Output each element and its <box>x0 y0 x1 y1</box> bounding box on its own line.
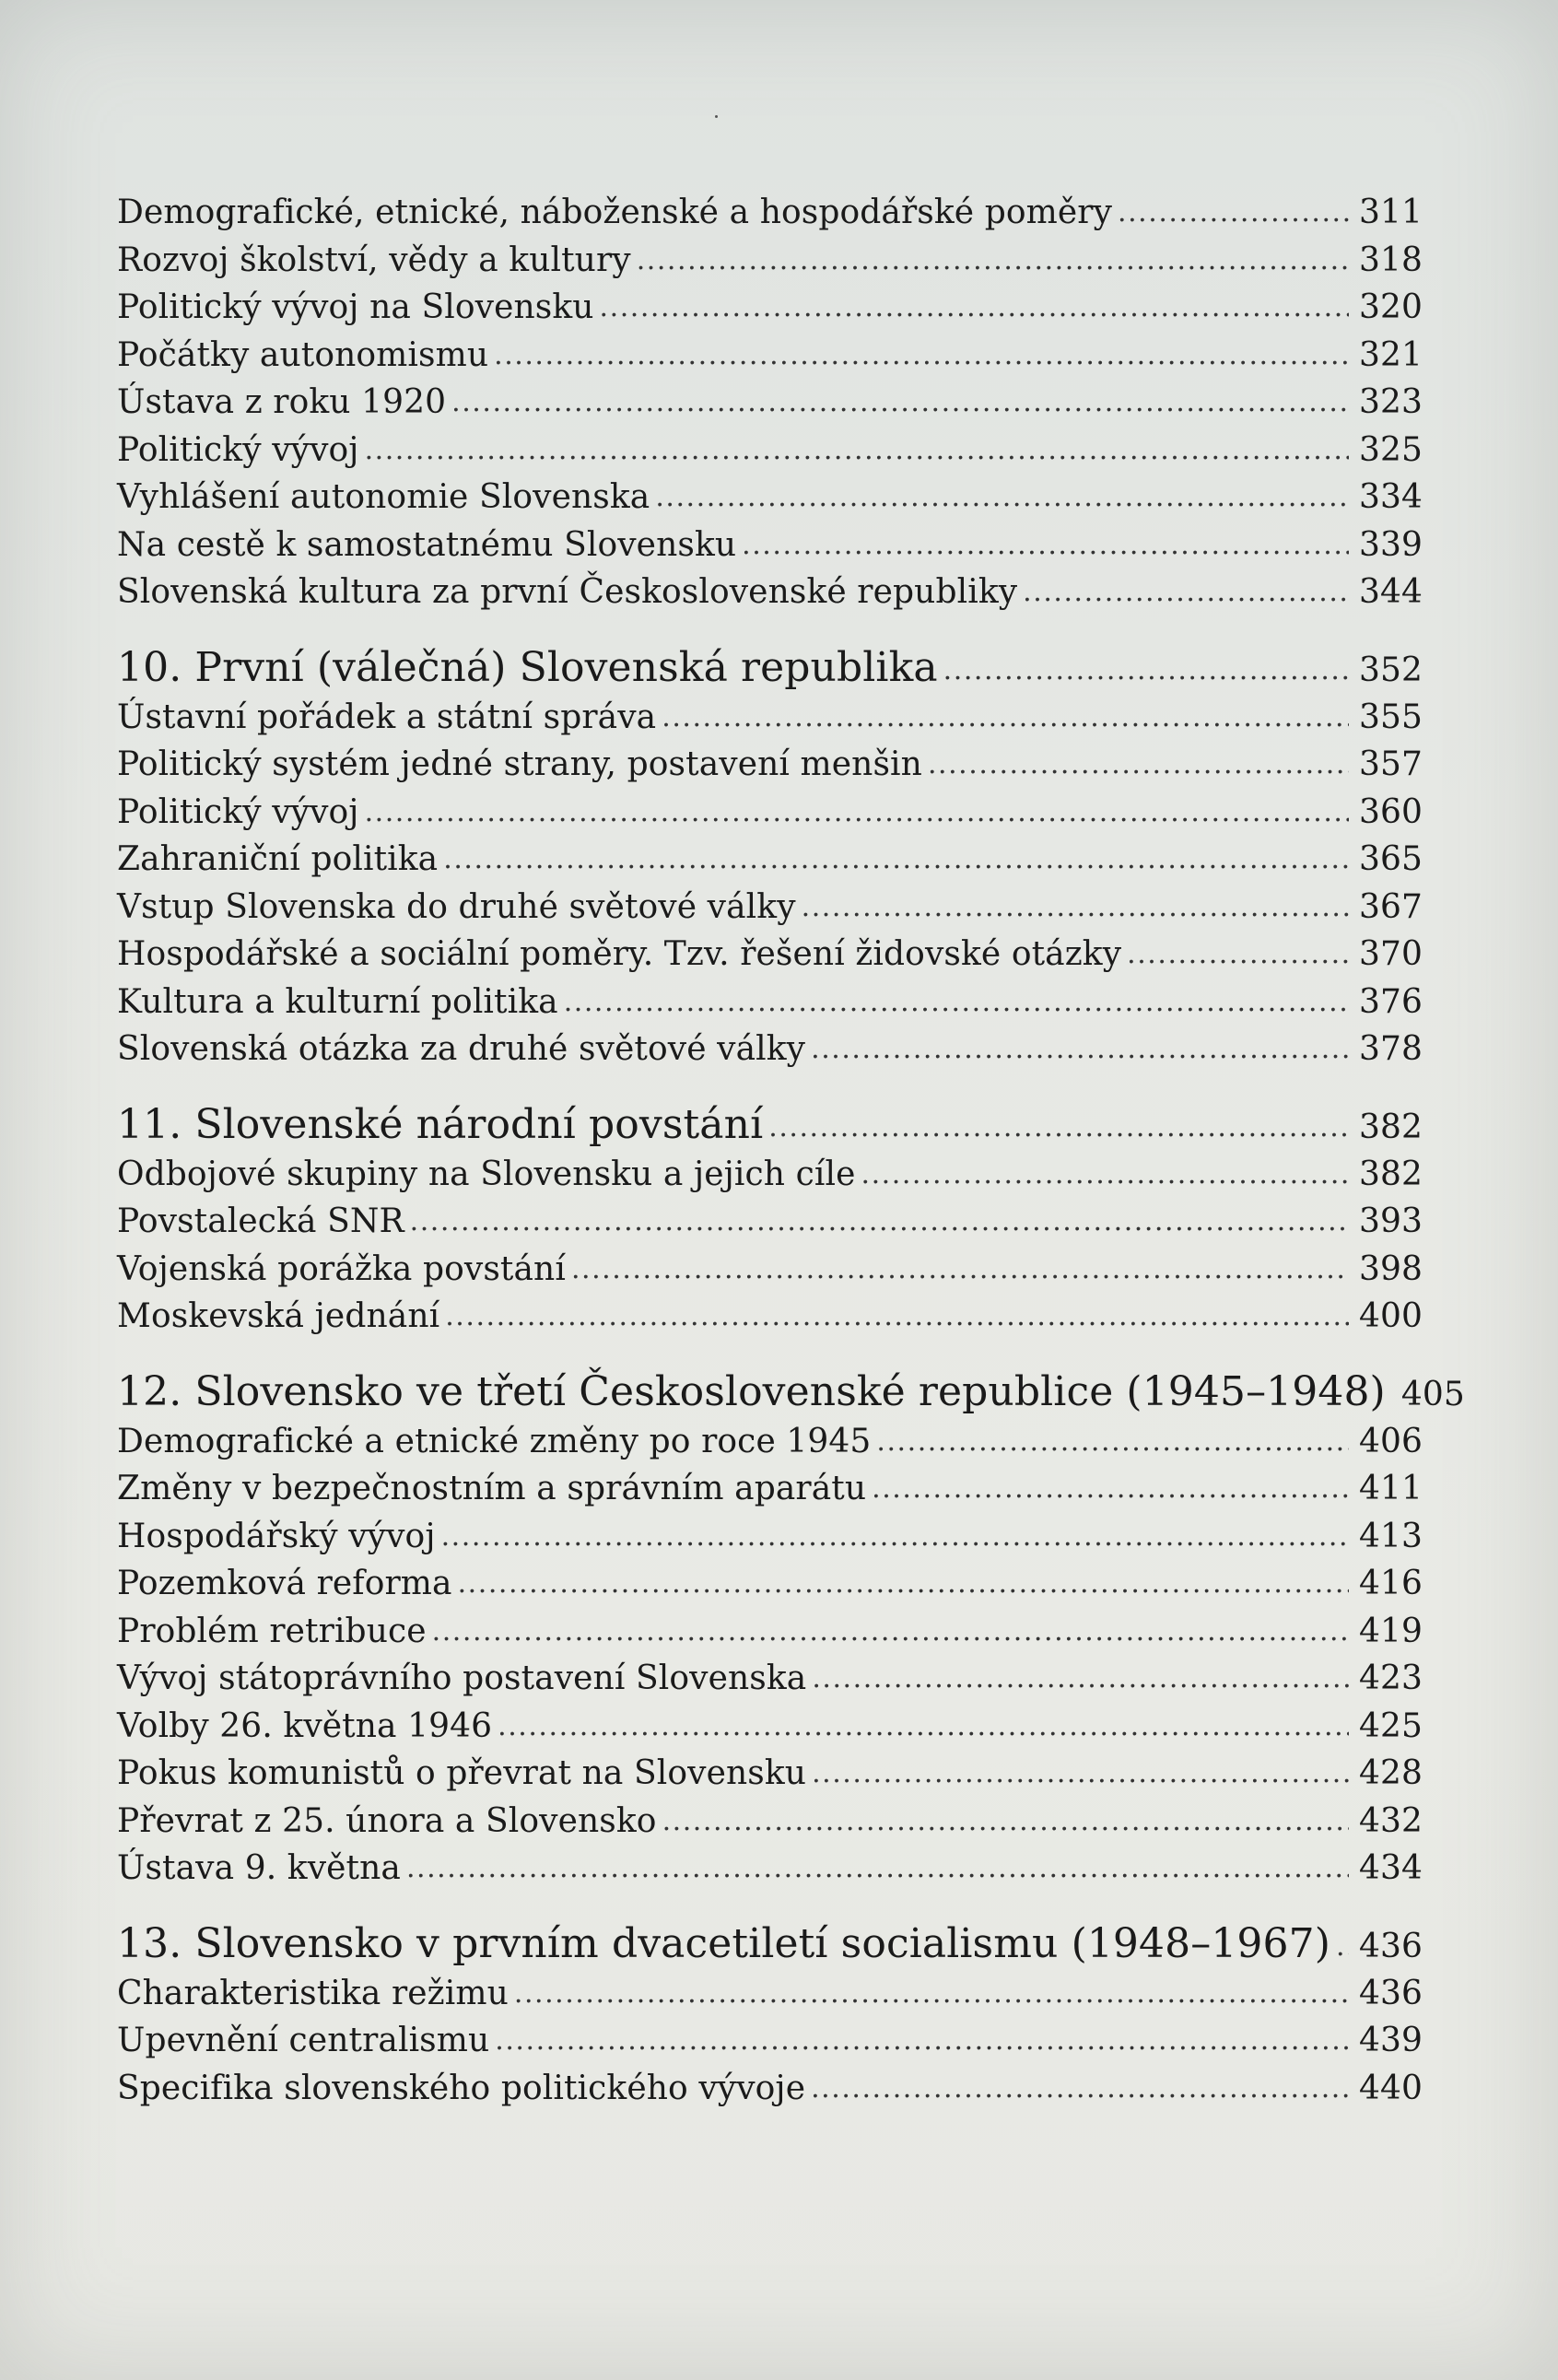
entry-page-number: 334 <box>1358 478 1423 516</box>
dot-leader <box>768 1102 1349 1154</box>
table-of-contents <box>117 189 1465 2112</box>
entry-title: Povstalecká SNR <box>117 1202 404 1240</box>
toc-entry <box>117 1465 1423 1513</box>
entry-title: Pokus komunistů o převrat na Slovensku <box>117 1754 807 1792</box>
entry-page-number: 406 <box>1358 1422 1423 1460</box>
entry-title: Hospodářské a sociální poměry. Tzv. řešení židovské otázky <box>117 935 1122 973</box>
chapter-page-number: 382 <box>1358 1108 1423 1146</box>
dot-leader <box>637 237 1349 285</box>
dot-leader <box>1118 189 1349 237</box>
dot-leader <box>861 1151 1349 1199</box>
entry-page-number: 413 <box>1358 1517 1423 1555</box>
entry-page-number: 425 <box>1358 1706 1423 1745</box>
toc-entry <box>117 1293 1423 1341</box>
toc-chapter-heading <box>117 642 1423 694</box>
toc-entry <box>117 2017 1423 2065</box>
toc-section <box>117 642 1423 1073</box>
entry-page-number: 378 <box>1358 1030 1423 1068</box>
entry-title: Politický vývoj <box>117 430 359 469</box>
entry-title: Rozvoj školství, vědy a kultury <box>117 240 631 279</box>
dot-leader <box>811 2065 1349 2113</box>
toc-entry <box>117 884 1423 932</box>
toc-chapter-heading <box>117 1099 1423 1151</box>
toc-entry <box>117 789 1423 837</box>
chapter-page-number: 436 <box>1358 1927 1423 1965</box>
toc-entry <box>117 379 1423 427</box>
dot-leader <box>451 379 1349 427</box>
entry-title: Zahraniční politika <box>117 840 439 878</box>
entry-title: Odbojové skupiny na Slovensku a jejich cíle <box>117 1155 856 1193</box>
toc-entry <box>117 1418 1423 1466</box>
entry-page-number: 393 <box>1358 1202 1423 1240</box>
entry-page-number: 440 <box>1358 2069 1423 2107</box>
dot-leader <box>445 1293 1349 1341</box>
toc-entry <box>117 1560 1423 1608</box>
toc-entry <box>117 522 1423 569</box>
dot-leader <box>662 1798 1349 1846</box>
chapter-title: 11. Slovenské národní povstání <box>117 1100 764 1148</box>
entry-page-number: 311 <box>1358 193 1423 231</box>
dot-leader <box>876 1418 1349 1466</box>
entry-title: Pozemková reforma <box>117 1565 452 1602</box>
dot-leader <box>365 789 1349 837</box>
entry-page-number: 357 <box>1358 745 1423 783</box>
toc-entry <box>117 2065 1423 2113</box>
dot-leader <box>943 645 1349 697</box>
entry-page-number: 325 <box>1358 430 1423 469</box>
dot-leader <box>494 332 1349 380</box>
dot-leader <box>441 1513 1349 1561</box>
dot-leader <box>410 1198 1349 1246</box>
toc-entry <box>117 1845 1423 1893</box>
dot-leader <box>432 1608 1349 1656</box>
toc-entry <box>117 1608 1423 1656</box>
entry-title: Specifika slovenského politického vývoje <box>117 2069 806 2107</box>
entry-page-number: 321 <box>1358 335 1423 374</box>
entry-title: Vývoj státoprávního postavení Slovenska <box>117 1659 807 1697</box>
dot-leader <box>812 1750 1349 1798</box>
entry-page-number: 411 <box>1358 1470 1423 1507</box>
dot-leader <box>1336 1921 1349 1973</box>
toc-entry <box>117 237 1423 285</box>
dot-leader <box>662 694 1349 742</box>
toc-section <box>117 1918 1423 2113</box>
entry-page-number: 370 <box>1358 935 1423 973</box>
toc-section <box>117 1099 1423 1341</box>
entry-title: Slovenská kultura za první Československé republiky <box>117 573 1018 611</box>
entry-title: Demografické a etnické změny po roce 1945 <box>117 1422 872 1460</box>
entry-title: Hospodářský vývoj <box>117 1517 436 1555</box>
dot-leader <box>564 979 1349 1026</box>
chapter-page-number: 405 <box>1400 1375 1465 1413</box>
entry-title: Ústava z roku 1920 <box>117 383 447 421</box>
entry-title: Počátky autonomismu <box>117 335 489 374</box>
toc-entry <box>117 1513 1423 1561</box>
entry-title: Ústava 9. května <box>117 1849 401 1887</box>
toc-chapter-heading <box>117 1918 1423 1970</box>
entry-page-number: 376 <box>1358 982 1423 1021</box>
toc-entry <box>117 332 1423 380</box>
dot-leader <box>443 836 1349 884</box>
entry-title: Charakteristika režimu <box>117 1974 509 2012</box>
chapter-page-number: 352 <box>1358 651 1423 689</box>
toc-entry <box>117 931 1423 979</box>
entry-page-number: 318 <box>1358 240 1423 279</box>
toc-section <box>117 1366 1465 1893</box>
toc-entry <box>117 741 1423 789</box>
entry-page-number: 416 <box>1358 1565 1423 1602</box>
dot-leader <box>1127 931 1349 979</box>
toc-entry <box>117 474 1423 522</box>
dot-leader <box>600 284 1349 332</box>
entry-page-number: 360 <box>1358 792 1423 831</box>
dot-leader <box>406 1845 1349 1893</box>
dot-leader <box>498 1703 1349 1751</box>
dot-leader <box>458 1560 1349 1608</box>
toc-entry <box>117 1798 1423 1846</box>
chapter-title: 10. První (válečná) Slovenská republika <box>117 643 938 691</box>
entry-title: Ústavní pořádek a státní správa <box>117 698 657 736</box>
entry-page-number: 320 <box>1358 288 1423 326</box>
entry-title: Moskevská jednání <box>117 1297 440 1335</box>
entry-title: Vojenská porážka povstání <box>117 1249 566 1288</box>
toc-entry <box>117 1970 1423 2018</box>
toc-entry <box>117 569 1423 616</box>
page-mark <box>715 115 718 118</box>
entry-page-number: 434 <box>1358 1849 1423 1887</box>
entry-title: Volby 26. května 1946 <box>117 1706 493 1745</box>
entry-page-number: 432 <box>1358 1801 1423 1840</box>
entry-page-number: 400 <box>1358 1297 1423 1335</box>
dot-leader <box>495 2017 1349 2065</box>
dot-leader <box>811 1026 1349 1073</box>
chapter-title: 13. Slovensko v prvním dvacetiletí socialismu (1948–1967) <box>117 1919 1330 1967</box>
entry-page-number: 398 <box>1358 1249 1423 1288</box>
toc-entry <box>117 1750 1423 1798</box>
entry-title: Vyhlášení autonomie Slovenska <box>117 478 650 516</box>
entry-title: Kultura a kulturní politika <box>117 982 558 1021</box>
entry-page-number: 367 <box>1358 887 1423 926</box>
toc-entry <box>117 284 1423 332</box>
entry-page-number: 419 <box>1358 1612 1423 1650</box>
entry-title: Politický vývoj na Slovensku <box>117 288 594 326</box>
entry-page-number: 344 <box>1358 573 1423 611</box>
dot-leader <box>812 1655 1349 1703</box>
dot-leader <box>655 474 1349 522</box>
toc-entry <box>117 1026 1423 1073</box>
toc-entry <box>117 979 1423 1026</box>
toc-entry <box>117 1198 1423 1246</box>
toc-entry <box>117 694 1423 742</box>
entry-page-number: 439 <box>1358 2022 1423 2059</box>
dot-leader <box>802 884 1349 932</box>
entry-page-number: 423 <box>1358 1659 1423 1697</box>
chapter-title: 12. Slovensko ve třetí Československé republice (1945–1948) <box>117 1367 1386 1415</box>
entry-title: Na cestě k samostatnému Slovensku <box>117 525 737 564</box>
entry-title: Demografické, etnické, náboženské a hospodářské poměry <box>117 193 1113 231</box>
dot-leader <box>872 1465 1349 1513</box>
entry-page-number: 365 <box>1358 840 1423 878</box>
toc-entry <box>117 1151 1423 1199</box>
entry-title: Upevnění centralismu <box>117 2022 490 2059</box>
dot-leader <box>742 522 1349 569</box>
entry-title: Převrat z 25. února a Slovensko <box>117 1801 657 1840</box>
toc-section <box>117 189 1423 616</box>
dot-leader <box>928 741 1349 789</box>
entry-page-number: 382 <box>1358 1155 1423 1193</box>
dot-leader <box>514 1970 1349 2018</box>
toc-entry <box>117 836 1423 884</box>
entry-title: Změny v bezpečnostním a správním aparátu <box>117 1470 867 1507</box>
toc-entry <box>117 427 1423 475</box>
entry-title: Vstup Slovenska do druhé světové války <box>117 887 796 926</box>
entry-title: Politický systém jedné strany, postavení menšin <box>117 745 922 783</box>
entry-page-number: 355 <box>1358 698 1423 736</box>
toc-chapter-heading <box>117 1366 1465 1418</box>
entry-page-number: 323 <box>1358 383 1423 421</box>
entry-title: Politický vývoj <box>117 792 359 831</box>
toc-entry <box>117 189 1423 237</box>
toc-entry <box>117 1655 1423 1703</box>
entry-title: Slovenská otázka za druhé světové války <box>117 1030 806 1068</box>
dot-leader <box>1023 569 1349 616</box>
dot-leader <box>571 1246 1349 1294</box>
entry-page-number: 428 <box>1358 1754 1423 1792</box>
toc-entry <box>117 1246 1423 1294</box>
entry-title: Problém retribuce <box>117 1612 427 1650</box>
entry-page-number: 436 <box>1358 1974 1423 2012</box>
toc-entry <box>117 1703 1423 1751</box>
dot-leader <box>365 427 1349 475</box>
entry-page-number: 339 <box>1358 525 1423 564</box>
